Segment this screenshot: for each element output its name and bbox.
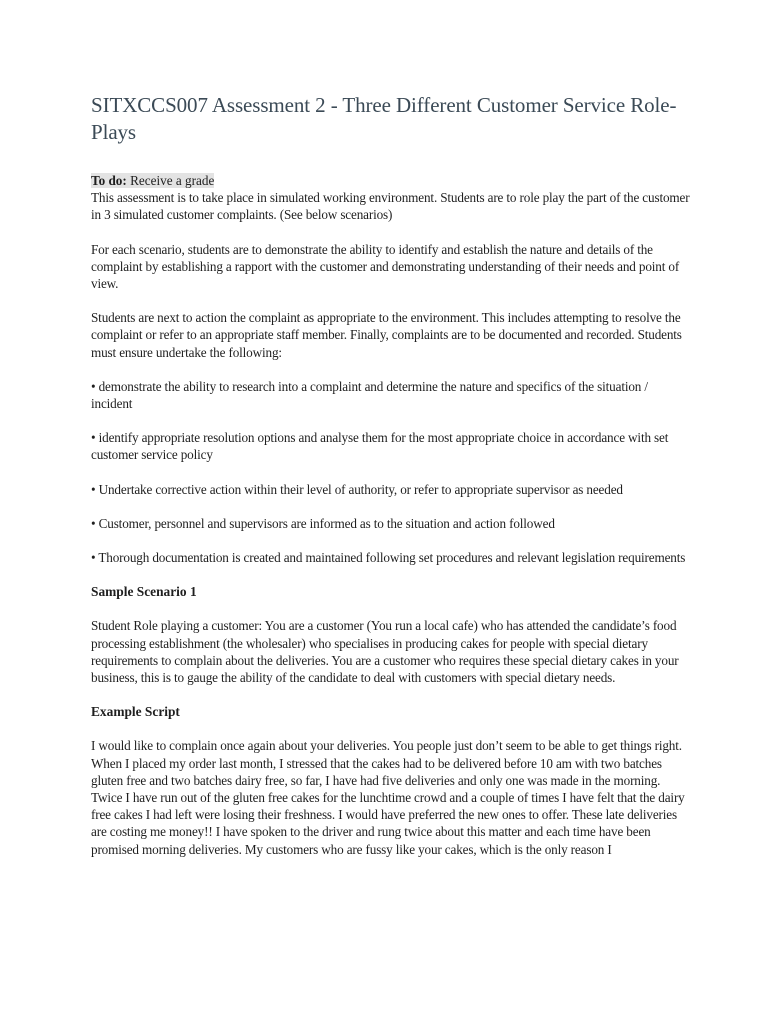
scenario-paragraph: Student Role playing a customer: You are a customer (You run a local cafe) who has attended the candidate’s food processing establishment (the wholesaler) who specialises in producing cakes for people with special dietary requirements to complain about the deliveries. You are a customer who requires these special dietary cakes in your business, this is to gauge the ability of the candidate to deal with customers with special dietary needs. bbox=[91, 618, 679, 686]
todo-line bbox=[91, 172, 691, 189]
bullet-item: • identify appropriate resolution options and analyse them for the most appropriate choice in accordance with set customer service policy bbox=[91, 430, 669, 463]
todo-value: Receive a grade bbox=[130, 173, 215, 188]
bullet-item: • Undertake corrective action within their level of authority, or refer to appropriate supervisor as needed bbox=[91, 481, 623, 497]
bullet-item: • Thorough documentation is created and maintained following set procedures and relevant legislation requirements bbox=[91, 550, 686, 566]
script-heading: Example Script bbox=[91, 704, 180, 720]
script-paragraph: I would like to complain once again about your deliveries. You people just don’t seem to be able to get things right. When I placed my order last month, I stressed that the cakes had to be delivered before 10 am with two batches gluten free and two batches dairy free, so far, I have had five deliveries and only one was made in the morning. Twice I have run out of the gluten free cakes for the lunchtime crowd and a couple of times I have felt that the dairy free cakes I had left were losing their freshness. I would have preferred the new ones to offer. These late deliveries are costing me money!! I have spoken to the driver and rung twice about this matter and each time have been promised morning deliveries. My customers who are fussy like your cakes, which is the only reason I bbox=[91, 738, 685, 857]
intro-paragraph: This assessment is to take place in simulated working environment. Students are to role play the part of the customer in 3 simulated customer complaints. (See below scenarios) bbox=[91, 190, 690, 223]
identify-paragraph: For each scenario, students are to demonstrate the ability to identify and establish the nature and details of the complaint by establishing a rapport with the customer and demonstrating understanding of their needs and point of view. bbox=[91, 241, 680, 292]
scenario-heading: Sample Scenario 1 bbox=[91, 584, 197, 600]
bullet-item: • demonstrate the ability to research into a complaint and determine the nature and specifics of the situation / incident bbox=[91, 378, 648, 412]
document-title: SITXCCS007 Assessment 2 - Three Different Customer Service Role-Plays bbox=[91, 93, 677, 144]
document-page bbox=[91, 92, 691, 875]
todo-highlight bbox=[91, 173, 214, 188]
bullet-item: • Customer, personnel and supervisors are informed as to the situation and action followed bbox=[91, 515, 555, 531]
todo-label: To do: bbox=[91, 173, 127, 188]
action-paragraph: Students are next to action the complaint as appropriate to the environment. This includes attempting to resolve the complaint or refer to an appropriate staff member. Finally, complaints are to be documented and recorded. Students must ensure undertake the following: bbox=[91, 310, 682, 360]
